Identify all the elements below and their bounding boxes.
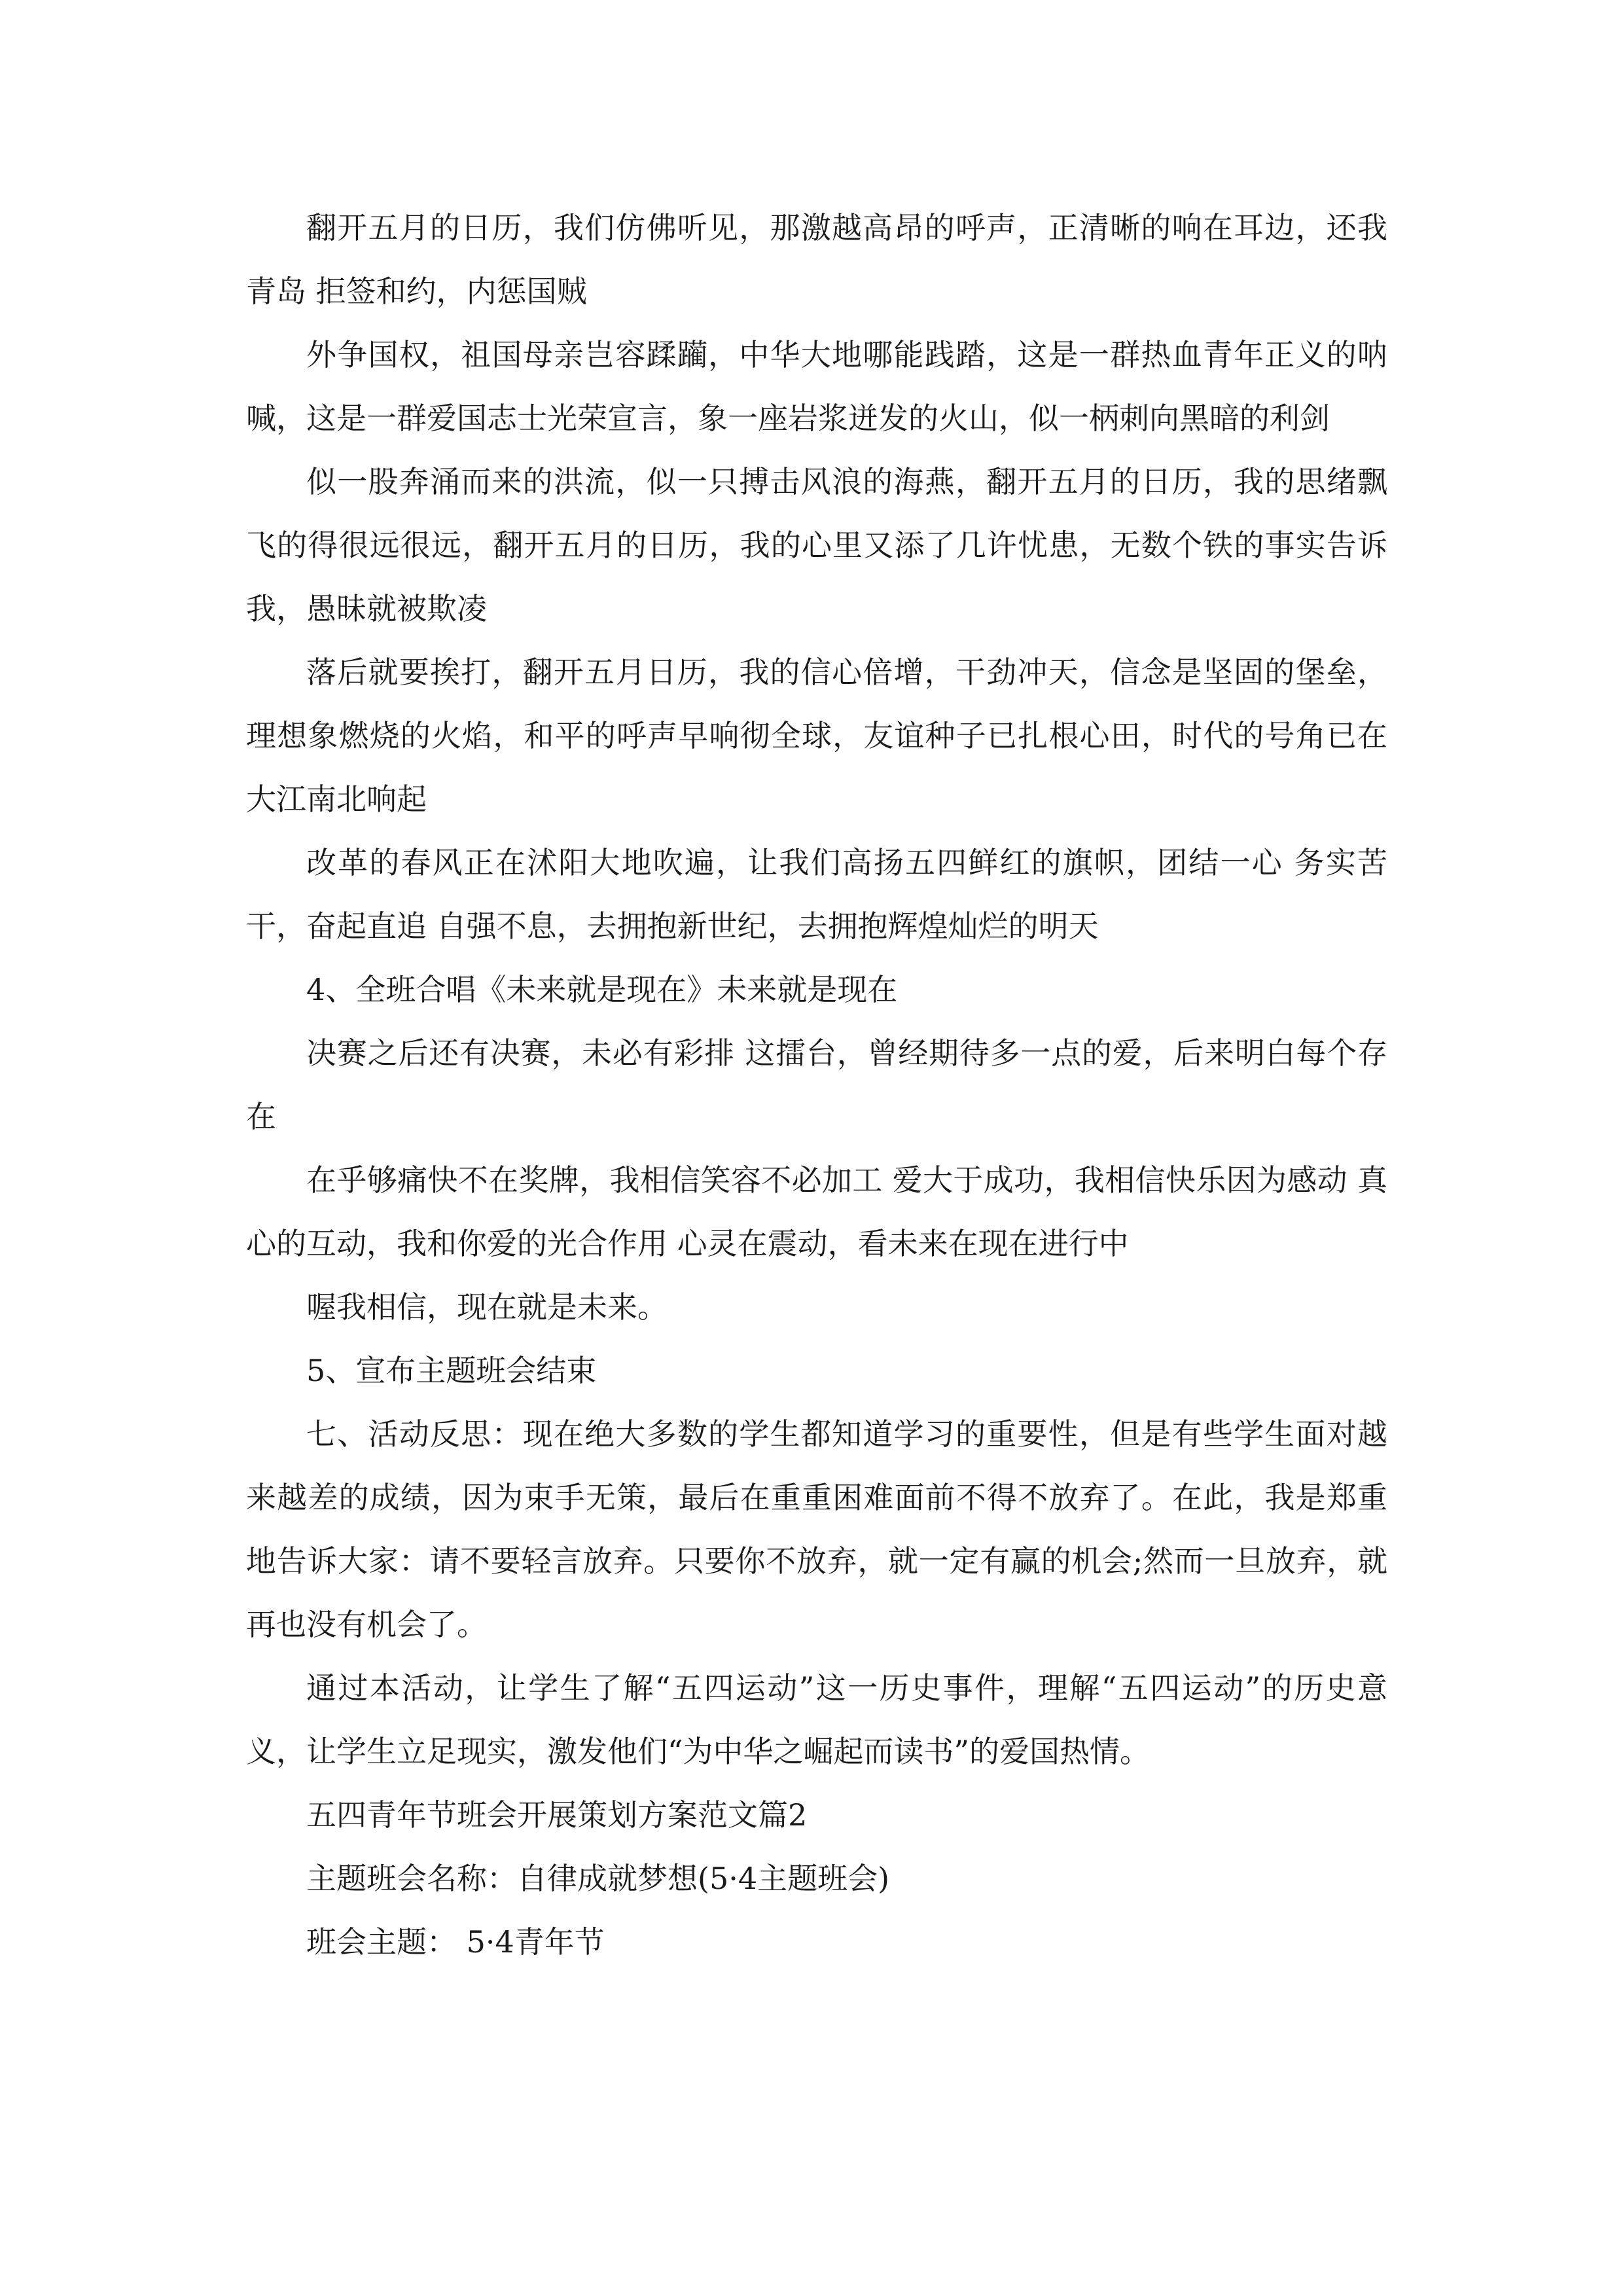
paragraph-7: 决赛之后还有决赛，未必有彩排 这擂台，曾经期待多一点的爱，后来明白每个存在	[246, 1035, 1387, 1134]
paragraph-12: 通过本活动，让学生了解“五四运动”这一历史事件，理解“五四运动”的历史意义，让学生立足现实，激发他们“为中华之崛起而读书”的爱国热情。	[246, 1670, 1387, 1769]
paragraph-5: 改革的春风正在沭阳大地吹遍，让我们高扬五四鲜红的旗帜，团结一心 务实苦干，奋起直追 自强不息，去拥抱新世纪，去拥抱辉煌灿烂的明天	[246, 845, 1387, 944]
class-meeting-theme: 班会主题： 5·4青年节	[306, 1924, 605, 1960]
paragraph-8: 在乎够痛快不在奖牌，我相信笑容不必加工 爱大于成功，我相信快乐因为感动 真心的互动，我和你爱的光合作用 心灵在震动，看未来在现在进行中	[246, 1162, 1387, 1261]
paragraph-2: 外争国权，祖国母亲岂容蹂躏，中华大地哪能践踏，这是一群热血青年正义的呐喊，这是一群爱国志士光荣宣言，象一座岩浆迸发的火山，似一柄刺向黑暗的利剑	[246, 337, 1387, 436]
paragraph-1: 翻开五月的日历，我们仿佛听见，那激越高昂的呼声，正清晰的响在耳边，还我青岛 拒签和约，内惩国贼	[246, 210, 1387, 309]
paragraph-6: 4、全班合唱《未来就是现在》未来就是现在	[306, 972, 898, 1007]
class-meeting-name: 主题班会名称：自律成就梦想(5·4主题班会)	[306, 1861, 890, 1896]
paragraph-11: 七、活动反思：现在绝大多数的学生都知道学习的重要性，但是有些学生面对越来越差的成绩，因为束手无策，最后在重重困难面前不得不放弃了。在此，我是郑重地告诉大家：请不要轻言放弃。只要你不放弃，就一定有赢的机会;然而一旦放弃，就再也没有机会了。	[246, 1416, 1387, 1642]
section-heading: 五四青年节班会开展策划方案范文篇2	[306, 1797, 808, 1833]
paragraph-4: 落后就要挨打，翻开五月日历，我的信心倍增，干劲冲天，信念是坚固的堡垒，理想象燃烧的火焰，和平的呼声早响彻全球，友谊种子已扎根心田，时代的号角已在大江南北响起	[246, 655, 1387, 817]
paragraph-9: 喔我相信，现在就是未来。	[306, 1289, 668, 1325]
paragraph-3: 似一股奔涌而来的洪流，似一只搏击风浪的海燕，翻开五月的日历，我的思绪飘飞的得很远很远，翻开五月的日历，我的心里又添了几许忧患，无数个铁的事实告诉我，愚昧就被欺凌	[246, 464, 1387, 626]
document-body	[246, 196, 1387, 1974]
paragraph-10: 5、宣布主题班会结束	[306, 1353, 597, 1388]
